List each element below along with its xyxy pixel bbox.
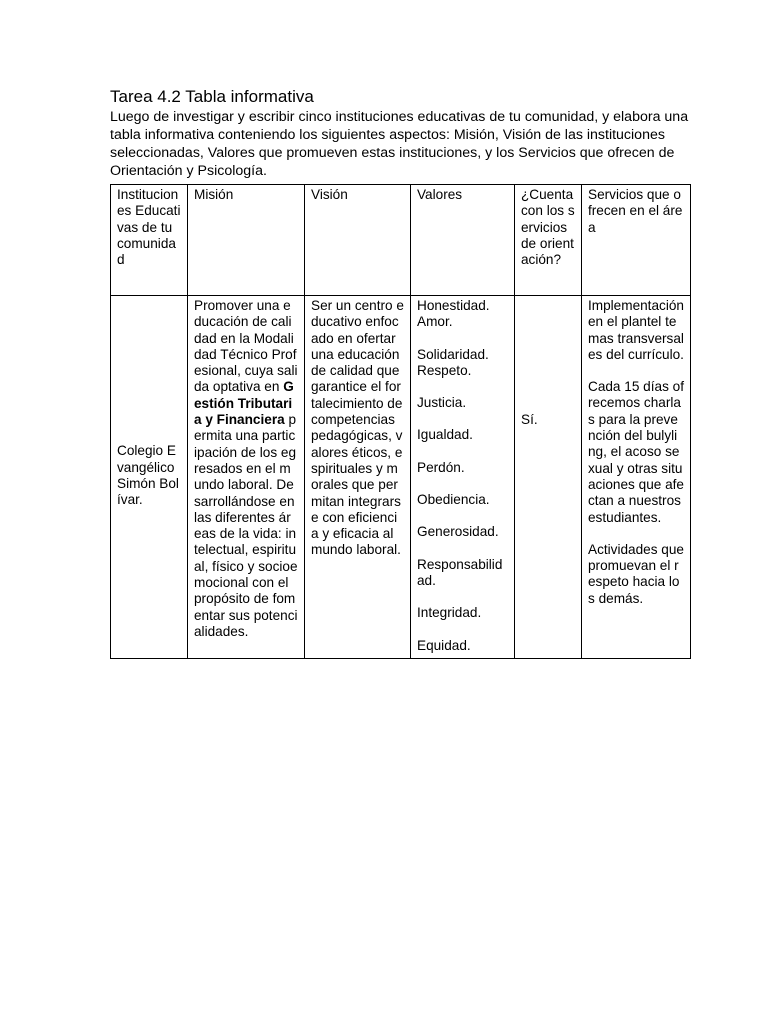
orientacion-value: Sí. bbox=[521, 412, 538, 427]
servicio-item: Cada 15 días ofrecemos charlas para la prevención del bulyling, el acoso sexual y otras situaciones que afectan a nuestros estudiantes. bbox=[588, 379, 684, 525]
valor-item: Integridad. bbox=[417, 605, 482, 621]
cell-orientacion bbox=[515, 296, 582, 659]
valor-item: Igualdad. bbox=[417, 427, 473, 443]
valor-item: Equidad. bbox=[417, 637, 471, 653]
valor-item: Generosidad. bbox=[417, 524, 499, 540]
cell-valores bbox=[411, 296, 515, 659]
document-intro: Luego de investigar y escribir cinco instituciones educativas de tu comunidad, y elabora una tabla informativa conteniendo los siguientes aspectos: Misión, Visión de las instituciones seleccionadas, Valores que promueven estas instituciones, y los Servicios que ofrecen de Orientación y Psicología. bbox=[110, 109, 689, 179]
info-table bbox=[110, 184, 691, 659]
valor-item: Amor. bbox=[417, 314, 453, 330]
valor-item: Perdón. bbox=[417, 459, 465, 475]
servicio-item: Implementación en el plantel temas transversales del currículo. bbox=[588, 298, 684, 362]
header-mision: Misión bbox=[188, 185, 305, 296]
valor-item: Solidaridad. bbox=[417, 346, 489, 362]
servicio-item: Actividades que promuevan el respeto hacia los demás. bbox=[588, 541, 684, 606]
cell-vision: Ser un centro educativo enfocado en ofertar una educación de calidad que garantice el fortalecimiento de competencias pedagógicas, valores éticos, espirituales y morales que permitan integrarse con eficiencia y eficacia al mundo laboral. bbox=[305, 296, 411, 659]
valor-item: Respeto. bbox=[417, 362, 472, 378]
valor-item: Honestidad. bbox=[417, 298, 490, 313]
valor-item: Obediencia. bbox=[417, 492, 490, 508]
table-header-row bbox=[111, 185, 691, 296]
mision-text-bold: Gestión Tributaria y Financiera bbox=[194, 379, 294, 428]
document-title: Tarea 4.2 Tabla informativa bbox=[110, 87, 314, 106]
header-servicios: Servicios que ofrecen en el área bbox=[582, 185, 691, 296]
header-orientacion: ¿Cuenta con los servicios de orientación? bbox=[515, 185, 582, 296]
valor-item: Responsabilidad. bbox=[417, 556, 503, 588]
header-vision: Visión bbox=[305, 185, 411, 296]
cell-mision bbox=[188, 296, 305, 659]
header-valores: Valores bbox=[411, 185, 515, 296]
mision-text-start: Promover una educación de calidad en la Modalidad Técnico Profesional, cuya salida optativa en bbox=[194, 298, 298, 395]
table-row bbox=[111, 296, 691, 659]
header-instituciones: Instituciones Educativas de tu comunidad bbox=[111, 185, 188, 296]
document bbox=[110, 86, 690, 659]
valor-item: Justicia. bbox=[417, 395, 467, 411]
mision-text-end: permita una participación de los egresados en el mundo laboral. Desarrollándose en las diferentes áreas de la vida: intelectual, espiritual, físico y socioemocional con el propósito de fomentar sus potencialidades. bbox=[194, 412, 298, 639]
cell-servicios bbox=[582, 296, 691, 659]
cell-institution: Colegio Evangélico Simón Bolívar. bbox=[111, 296, 188, 659]
